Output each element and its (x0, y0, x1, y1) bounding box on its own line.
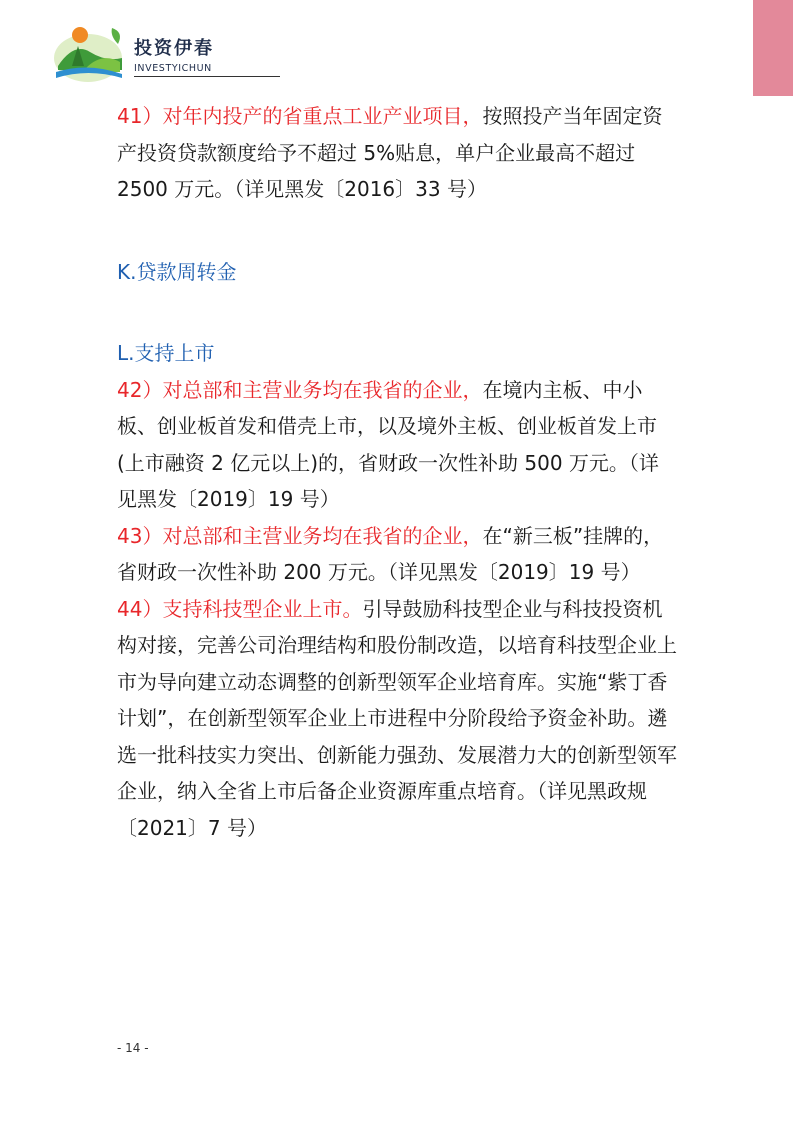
paragraph-42 (117, 372, 677, 518)
paragraph-41 (117, 98, 677, 208)
paragraph-text: 在境内主板、中小板、创业板首发和借壳上市，以及境外主板、创业板首发上市(上市融资 2 亿元以上)的，省财政一次性补助 500 万元。（详见黑发〔2019〕19 号） (117, 377, 659, 511)
brand (134, 34, 280, 77)
logo (52, 22, 126, 86)
paragraph-lead: 43）对总部和主营业务均在我省的企业， (117, 523, 483, 548)
brand-title: 投资伊春 (134, 38, 214, 59)
corner-tab (753, 0, 793, 96)
paragraph-text: 在“新三板”挂牌的，省财政一次性补助 200 万元。（详见黑发〔2019〕19 号） (117, 523, 664, 584)
section-heading-k: K.贷款周转金 (117, 259, 237, 284)
brand-subtitle: INVESTYICHUN (134, 63, 280, 77)
section-heading-l: L.支持上市 (117, 341, 215, 365)
paragraph-text: 按照投产当年固定资产投资贷款额度给予不超过 5%贴息，单户企业最高不超过 2500 万元。（详见黑发〔2016〕33 号） (117, 104, 663, 201)
paragraph-lead: 44）支持科技型企业上市。 (117, 596, 363, 621)
paragraph-44 (117, 591, 677, 847)
document-body (117, 98, 677, 846)
paragraph-text: 引导鼓励科技型企业与科技投资机构对接，完善公司治理结构和股份制改造，以培育科技型企业上市为导向建立动态调整的创新型领军企业培育库。实施“紫丁香计划”，在创新型领军企业上市进程中分阶段给予资金补助。遴选一批科技实力突出、创新能力强劲、发展潜力大的创新型领军企业，纳入全省上市后备企业资源库重点培育。（详见黑政规〔2021〕7 号） (117, 596, 677, 840)
spacer (117, 208, 677, 254)
paragraph-lead: 41）对年内投产的省重点工业产业项目， (117, 104, 483, 128)
paragraph-43 (117, 518, 677, 591)
paragraph-lead: 42）对总部和主营业务均在我省的企业， (117, 377, 483, 402)
spacer (117, 290, 677, 335)
logo-mountain-icon (52, 22, 126, 86)
page-number: - 14 - (117, 1041, 149, 1055)
